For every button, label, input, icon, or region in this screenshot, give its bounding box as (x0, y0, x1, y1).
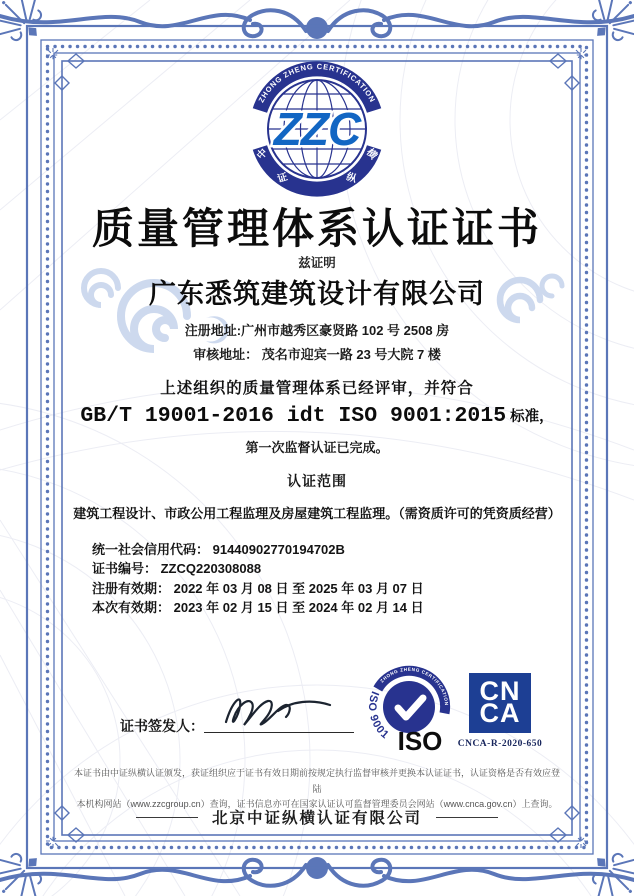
signer-row (120, 716, 354, 736)
issuer-right-dash (436, 817, 498, 818)
signature-handwriting (212, 682, 352, 738)
logo-monogram: ZZC (273, 103, 361, 155)
iso-badge-label: ISO (397, 726, 443, 756)
standard-line (0, 404, 634, 428)
certificate-title: 质量管理体系认证证书 (91, 205, 542, 252)
credit-code-line: 统一社会信用代码： 91440902770194702B (92, 542, 345, 557)
registered-address: 注册地址:广州市越秀区豪贤路 102 号 2508 房 (184, 323, 450, 338)
certify-label: 兹证明 (298, 256, 336, 270)
company-name: 广东悉筑建筑设计有限公司 (149, 279, 485, 309)
svg-text:横: 横 (363, 147, 379, 162)
registration-validity-line: 注册有效期： 2022 年 03 月 08 日 至 2025 年 03 月 07 日 (92, 580, 424, 596)
footer-line-1: 本证书由中证纵横认证颁发，获证组织应于证书有效日期前按规定执行监督审核并更换本认证证书，认证资格是否有效应登陆 (73, 768, 560, 794)
iso-badge-arc-text: ZHONG ZHENG CERTIFICATION (379, 666, 450, 706)
scope-label: 认证范围 (287, 473, 347, 489)
cnca-logo-square (469, 673, 531, 733)
svg-text:证: 证 (276, 171, 290, 186)
certificate-details (92, 540, 424, 618)
certificate-number-line: 证书编号： ZZCQ220308088 (92, 561, 262, 577)
cnca-letters-bottom: CA (479, 698, 521, 728)
svg-text:中: 中 (255, 147, 271, 162)
issuer-row (0, 806, 634, 828)
logo-arc-top-text: ZHONG ZHENG CERTIFICATION (256, 61, 378, 105)
svg-text:纵: 纵 (344, 171, 358, 186)
iso-9001-badge (358, 658, 462, 760)
signer-label: 证书签发人： (120, 718, 204, 734)
cnca-registration-code: CNCA-R-2020-650 (457, 739, 543, 749)
issuer-name: 北京中证纵横认证有限公司 (211, 810, 422, 827)
current-validity-line: 本次有效期： 2023 年 02 月 15 日 至 2024 年 02 月 14 日 (92, 600, 424, 616)
standard-code: GB/T 19001-2016 idt ISO 9001:2015 (80, 404, 507, 428)
cnca-badge (455, 673, 545, 749)
footer-line-2: 本机构网站（www.zzcgroup.cn）查询，证书信息亦可在国家认证认可监督管理委员会网站（www.cnca.gov.cn）上查询。 (76, 799, 558, 809)
scope-text: 建筑工程设计、市政公用工程监理及房屋建筑工程监理。（需资质许可的凭资质经营） (73, 506, 561, 521)
conformity-statement: 上述组织的质量管理体系已经评审，并符合 (160, 380, 474, 397)
cnca-letters-top: CN (479, 676, 521, 707)
iso-badge-ring-text: ISO 9001 (366, 689, 392, 742)
surveillance-note: 第一次监督认证已完成。 (245, 440, 389, 455)
audit-address: 审核地址： 茂名市迎宾一路 23 号大院 7 楼 (193, 347, 441, 362)
standard-suffix: 标准， (510, 409, 554, 425)
issuer-left-dash (136, 817, 198, 818)
zzc-logo (208, 58, 426, 200)
